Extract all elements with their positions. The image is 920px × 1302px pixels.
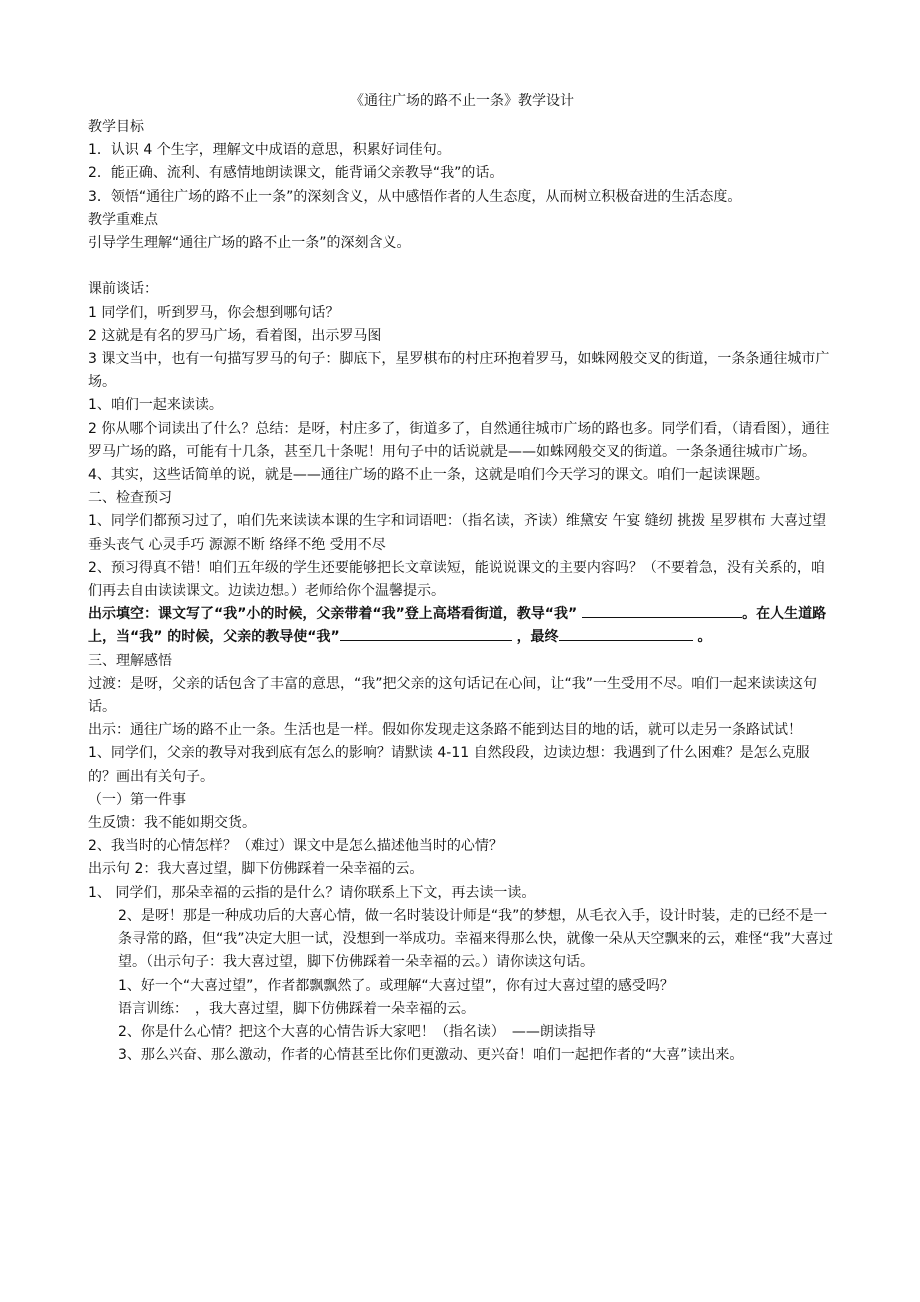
fill-text-part4: 。 xyxy=(697,629,712,646)
indented-paragraph: 1、好一个“大喜过望”，作者都飘飘然了。或理解“大喜过望”，你有过大喜过望的感受吗？ xyxy=(118,977,674,994)
indented-paragraph: 3、那么兴奋、那么激动，作者的心情甚至比你们更激动、更兴奋！咱们一起把作者的“大喜”读出来。 xyxy=(118,1047,744,1064)
paragraph: 过渡：是呀，父亲的话包含了丰富的意思，“我”把父亲的这句话记在心间，让“我”一生受用不尽。咱们一起来读读这句话。 xyxy=(88,675,818,716)
paragraph: 出示句 2：我大喜过望，脚下仿佛踩着一朵幸福的云。 xyxy=(88,861,424,878)
paragraph: 2、我当时的心情怎样？（难过）课文中是怎么描述他当时的心情？ xyxy=(88,838,503,855)
goal-item-3: 3．领悟“通往广场的路不止一条”的深刻含义，从中感悟作者的人生态度，从而树立积极奋进的生活态度。 xyxy=(88,188,742,205)
fill-in-blank-exercise xyxy=(88,603,836,649)
goal-item-2: 2．能正确、流利、有感情地朗读课文，能背诵父亲教导“我”的话。 xyxy=(88,165,504,182)
indented-paragraph: 2、是呀！那是一种成功后的大喜心情，做一名时装设计师是“我”的梦想，从毛衣入手，设计时装，走的已经不是一条寻常的路，但“我”决定大胆一试，没想到一举成功。幸福来得那么快，就像一朵从天空飘来的云，难怪“我”大喜过望。（出示句子：我大喜过望，脚下仿佛踩着一朵幸福的云。）请你读这句话。 xyxy=(118,907,834,971)
paragraph: 1、同学们，父亲的教导对我到底有怎么的影响？请默读 4-11 自然段段，边读边想：我遇到了什么困难？是怎么克服的？画出有关句子。 xyxy=(88,745,810,785)
paragraph: 1、同学们都预习过了，咱们先来读读本课的生字和词语吧：（指名读，齐读）维黛安 午宴 缝纫 挑拨 星罗棋布 大喜过望 垂头丧气 心灵手巧 源源不断 络绎不绝 受用不尽 xyxy=(88,513,827,553)
numbered-item: 1、 同学们，那朵幸福的云指的是什么？请你联系上下文，再去读一读。 xyxy=(88,884,536,901)
paragraph: 3 课文当中，也有一句描写罗马的句子：脚底下，星罗棋布的村庄环抱着罗马，如蛛网般交叉的街道，一条条通往城市广场。 xyxy=(88,351,830,391)
fill-blank-3 xyxy=(559,626,693,641)
section-heading-goals: 教学目标 xyxy=(88,119,144,135)
page-title: 《通往广场的路不止一条》教学设计 xyxy=(350,93,574,109)
section-heading-preview: 二、检查预习 xyxy=(88,490,172,507)
indented-paragraph: 语言训练： ，我大喜过望，脚下仿佛踩着一朵幸福的云。 xyxy=(118,1000,475,1017)
blank-line xyxy=(88,255,836,278)
fill-text-part3: ，最终 xyxy=(516,629,559,646)
indented-paragraph: 2、你是什么心情？把这个大喜的心情告诉大家吧！（指名读） ——朗读指导 xyxy=(118,1023,596,1040)
section-heading-pre-talk: 课前谈话： xyxy=(88,281,158,298)
document-page xyxy=(88,90,836,1067)
paragraph: 2、预习得真不错！咱们五年级的学生还要能够把长文章读短，能说说课文的主要内容吗？（不要着急，没有关系的，咱们再去自由读读课文。边读边想。）老师给你个温馨提示。 xyxy=(88,559,825,600)
fill-text-part2: 。在人生道路上，当“我” 的时候，父亲的教导使“我” xyxy=(88,606,827,646)
fill-blank-1 xyxy=(582,603,742,618)
paragraph: 4、其实，这些话简单的说，就是——通往广场的路不止一条，这就是咱们今天学习的课文。咱们一起读课题。 xyxy=(88,467,769,484)
section-heading-key-points: 教学重难点 xyxy=(88,211,158,228)
subheading-first-event: （一）第一件事 xyxy=(88,791,186,808)
paragraph: 2 这就是有名的罗马广场，看着图，出示罗马图 xyxy=(88,327,382,344)
fill-text-part1: 出示填空：课文写了“我”小的时候，父亲带着“我”登上高塔看街道，教导“我” xyxy=(88,606,578,623)
section-heading-understand: 三、理解感悟 xyxy=(88,652,172,669)
key-point-text: 引导学生理解“通往广场的路不止一条”的深刻含义。 xyxy=(88,235,411,252)
paragraph: 1 同学们，听到罗马，你会想到哪句话？ xyxy=(88,304,340,321)
paragraph: 2 你从哪个词读出了什么？总结：是呀，村庄多了，街道多了，自然通往城市广场的路也多。同学们看，（请看图），通往罗马广场的路，可能有十几条，甚至几十条呢！用句子中的话说就是——如蛛网般交叉的街道。一条条通往城市广场。 xyxy=(88,420,830,460)
goal-item-1: 1．认识 4 个生字，理解文中成语的意思，积累好词佳句。 xyxy=(88,142,451,159)
fill-blank-2 xyxy=(340,626,512,641)
paragraph: 出示：通往广场的路不止一条。生活也是一样。假如你发现走这条路不能到达目的地的话，就可以走另一条路试试！ xyxy=(88,722,802,739)
paragraph: 1、咱们一起来读读。 xyxy=(88,397,223,414)
paragraph: 生反馈：我不能如期交货。 xyxy=(88,815,256,832)
